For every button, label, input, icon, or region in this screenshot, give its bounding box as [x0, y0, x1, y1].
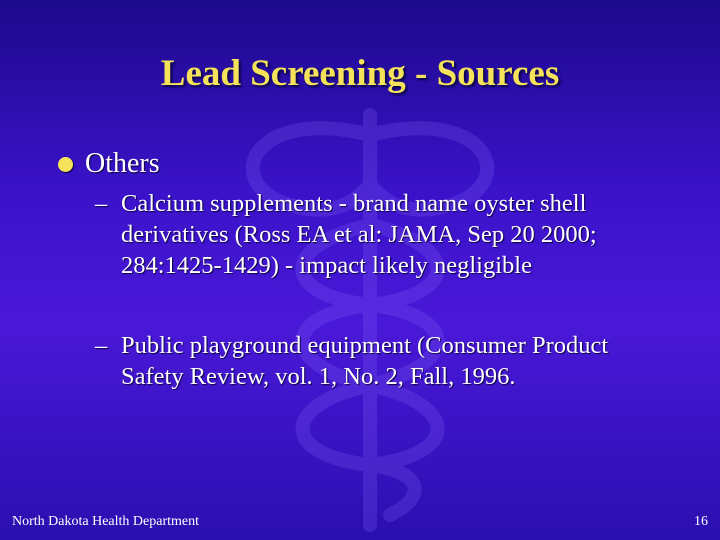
bullet-text: Others — [85, 148, 160, 179]
footer-organization: North Dakota Health Department — [12, 514, 199, 529]
sub-bullet-text: Public playground equipment (Consumer Product Safety Review, vol. 1, No. 2, Fall, 1996. — [121, 332, 609, 390]
caduceus-watermark-icon — [190, 95, 550, 535]
bullet-item — [58, 148, 160, 180]
sub-bullet-item — [95, 188, 675, 281]
slide-title: Lead Screening - Sources — [160, 53, 560, 94]
dash-marker: – — [95, 332, 108, 359]
bullet-dot-icon — [58, 157, 73, 172]
sub-bullet-text: Calcium supplements - brand name oyster shell derivatives (Ross EA et al: JAMA, Sep 20 2000; 284:1425-1429) - impact likely negligible — [121, 190, 597, 279]
page-number: 16 — [694, 514, 708, 529]
dash-marker: – — [95, 190, 108, 217]
sub-bullet-item — [95, 330, 675, 392]
